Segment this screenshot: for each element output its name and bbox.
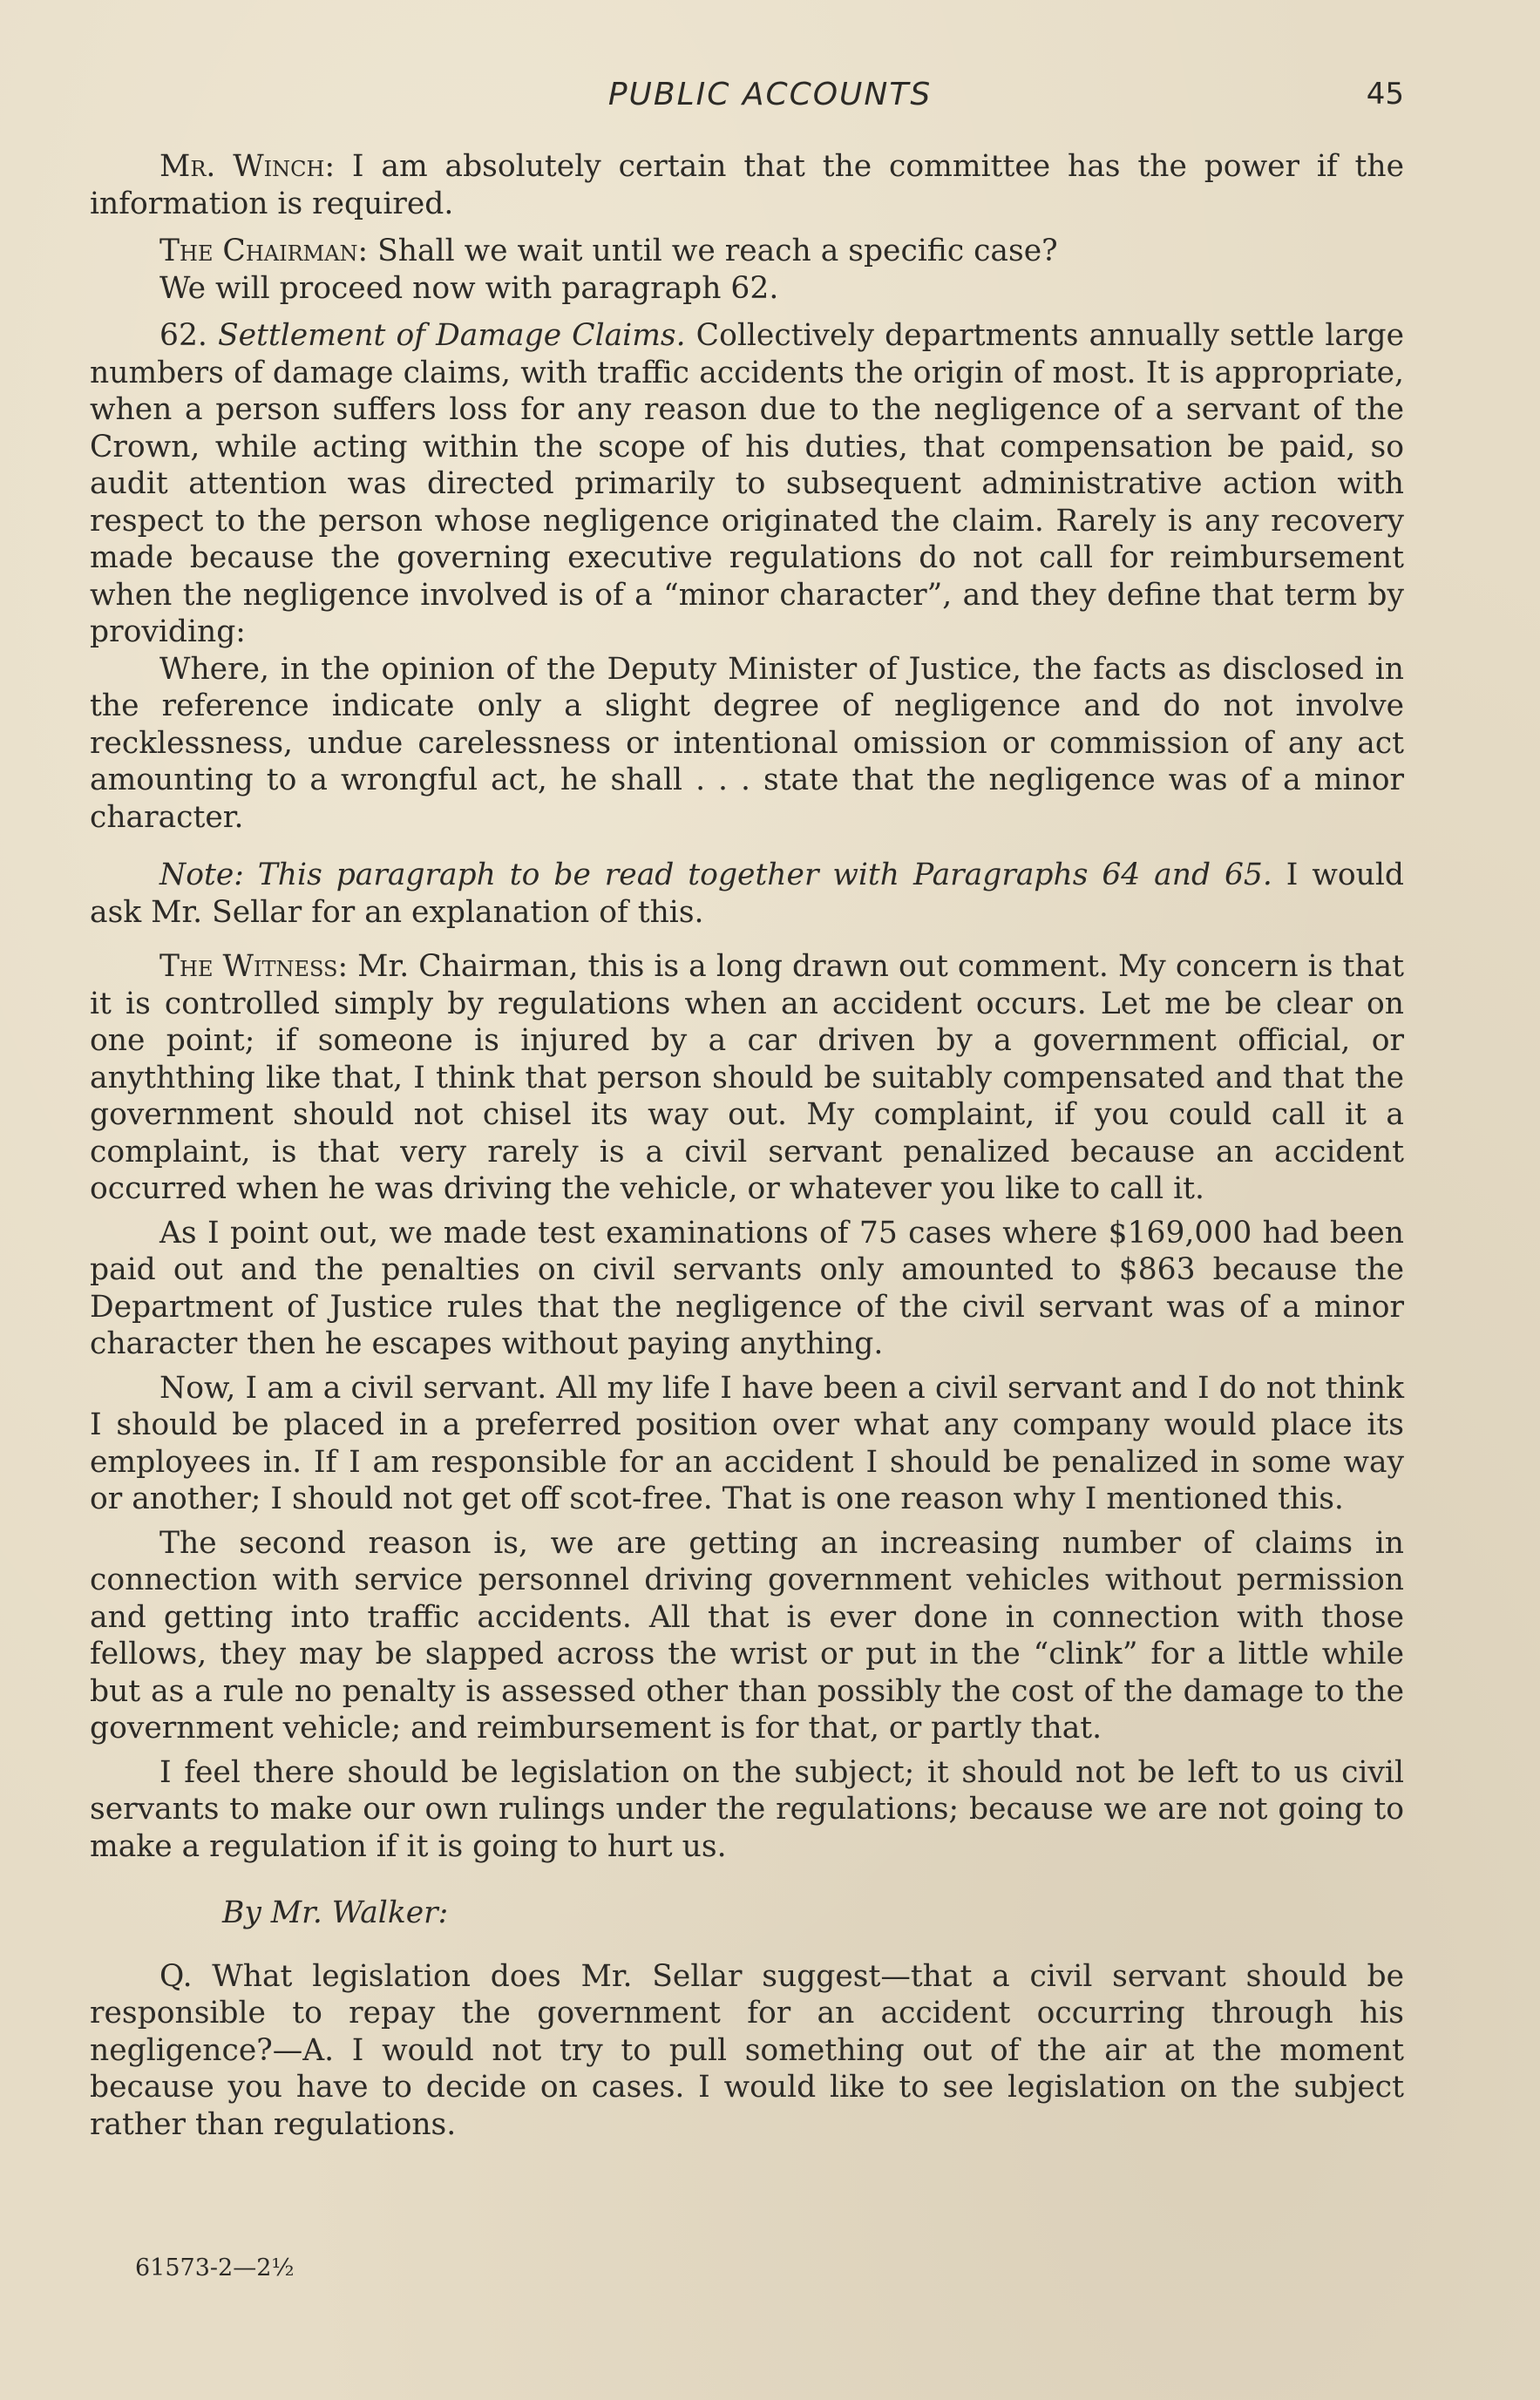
paragraph-text: Collectively departments annually settle large numbers of damage claims, with traffic accidents the origin of most. It is appropriate, when a person suffers loss for any reason due to the negligence of a servant of the Crown, while acting within the scope of his duties, that compensation be paid, so audit attention was directed primarily to subsequent administrative action with respect to the person whose negligence originated the claim. Rarely is any recovery made because the governing executive regulations do not call for reimbursement when the negligence involved is of a “minor character”, and they define that term by providing: xyxy=(90,318,1404,649)
paragraph-proceed xyxy=(90,270,1404,308)
note-text: Note: This paragraph to be read together with Paragraphs 64 and 65. xyxy=(159,858,1272,892)
paragraph-civil-servant xyxy=(90,1370,1404,1518)
paragraph-second-reason xyxy=(90,1525,1404,1747)
paragraph-text: : I am absolutely certain that the committee has the power if the information is required. xyxy=(90,149,1405,221)
paragraph-text: Q. What legislation does Mr. Sellar suggest—that a civil servant should be responsible to repay the government for an accident occurring through his negligence?—A. I would not try to pull something out of the air at the moment because you have to decide on cases. I would like to see legislation on the subject rather than regulations. xyxy=(90,1958,1404,2142)
paragraph-chairman xyxy=(90,233,1404,270)
paragraph-question-answer xyxy=(90,1958,1404,2144)
paragraph-text: : Mr. Chairman, this is a long drawn out comment. My concern is that it is controlled simply by regulations when an accident occurs. Let me be clear on one point; if someone is injured by a car driven by a government official, or anyththing like that, I think that person should be suitably compensated and that the government should not chisel its way out. My complaint, if you could call it a complaint, is that very rarely is a civil servant penalized because an accident occurred when he was driving the vehicle, or whatever you like to call it. xyxy=(90,949,1404,1206)
paragraph-heading: Settlement of Damage Claims. xyxy=(217,318,686,353)
printer-code: 61573-2—2½ xyxy=(135,2254,295,2281)
paragraph-witness xyxy=(90,948,1404,1208)
page-number: 45 xyxy=(1366,77,1404,112)
paragraph-note xyxy=(90,857,1404,931)
speaker-name: The Chairman xyxy=(159,234,358,268)
paragraph-number: 62. xyxy=(159,318,218,353)
document-body xyxy=(90,148,1404,2143)
running-title: PUBLIC ACCOUNTS xyxy=(607,77,933,112)
paragraph-text: : Shall we wait until we reach a specific case? xyxy=(357,234,1058,268)
paragraph-text: Now, I am a civil servant. All my life I have been a civil servant and I do not think I should be placed in a preferred position over what any company would place its employees in. If I am responsible for an accident I should be penalized in some way or another; I should not get off scot-free. That is one reason why I mentioned this. xyxy=(90,1370,1404,1516)
speaker-name: Mr. Winch xyxy=(159,149,325,184)
paragraph-test-examinations xyxy=(90,1215,1404,1363)
paragraph-text: Where, in the opinion of the Deputy Minister of Justice, the facts as disclosed in the reference indicate only a slight degree of negligence and do not involve recklessness, undue carelessness or intentional omission or commission of any act amounting to a wrongful act, he shall . . . state that the negligence was of a minor character. xyxy=(90,651,1404,835)
speaker-name: The Witness xyxy=(159,949,338,984)
paragraph-text: We will proceed now with paragraph 62. xyxy=(159,270,779,306)
paragraph-text: As I point out, we made test examinations of 75 cases where $169,000 had been paid out and the penalties on civil servants only amounted to $863 because the Department of Justice rules that the negligence of the civil servant was of a minor character then he escapes without paying anything. xyxy=(90,1215,1404,1361)
paragraph-text: The second reason is, we are getting an increasing number of claims in connection with service personnel driving government vehicles without permission and getting into traffic accidents. All that is ever done in connection with those fellows, they may be slapped across the wrist or put in the “clink” for a little while but as a rule no penalty is assessed other than possibly the cost of the damage to the government vehicle; and reimbursement is for that, or partly that. xyxy=(90,1525,1404,1746)
quoted-regulation xyxy=(90,651,1404,837)
paragraph-legislation xyxy=(90,1754,1404,1866)
page-header xyxy=(0,77,1540,120)
paragraph-text: I would ask Mr. Sellar for an explanation of this. xyxy=(90,858,1404,930)
paragraph-62 xyxy=(90,317,1404,651)
paragraph-winch xyxy=(90,148,1404,222)
paragraph-text: I feel there should be legislation on the subject; it should not be left to us civil servants to make our own rulings under the regulations; because we are not going to make a regulation if it is going to hurt us. xyxy=(90,1754,1404,1864)
examiner-byline: By Mr. Walker: xyxy=(222,1895,449,1930)
